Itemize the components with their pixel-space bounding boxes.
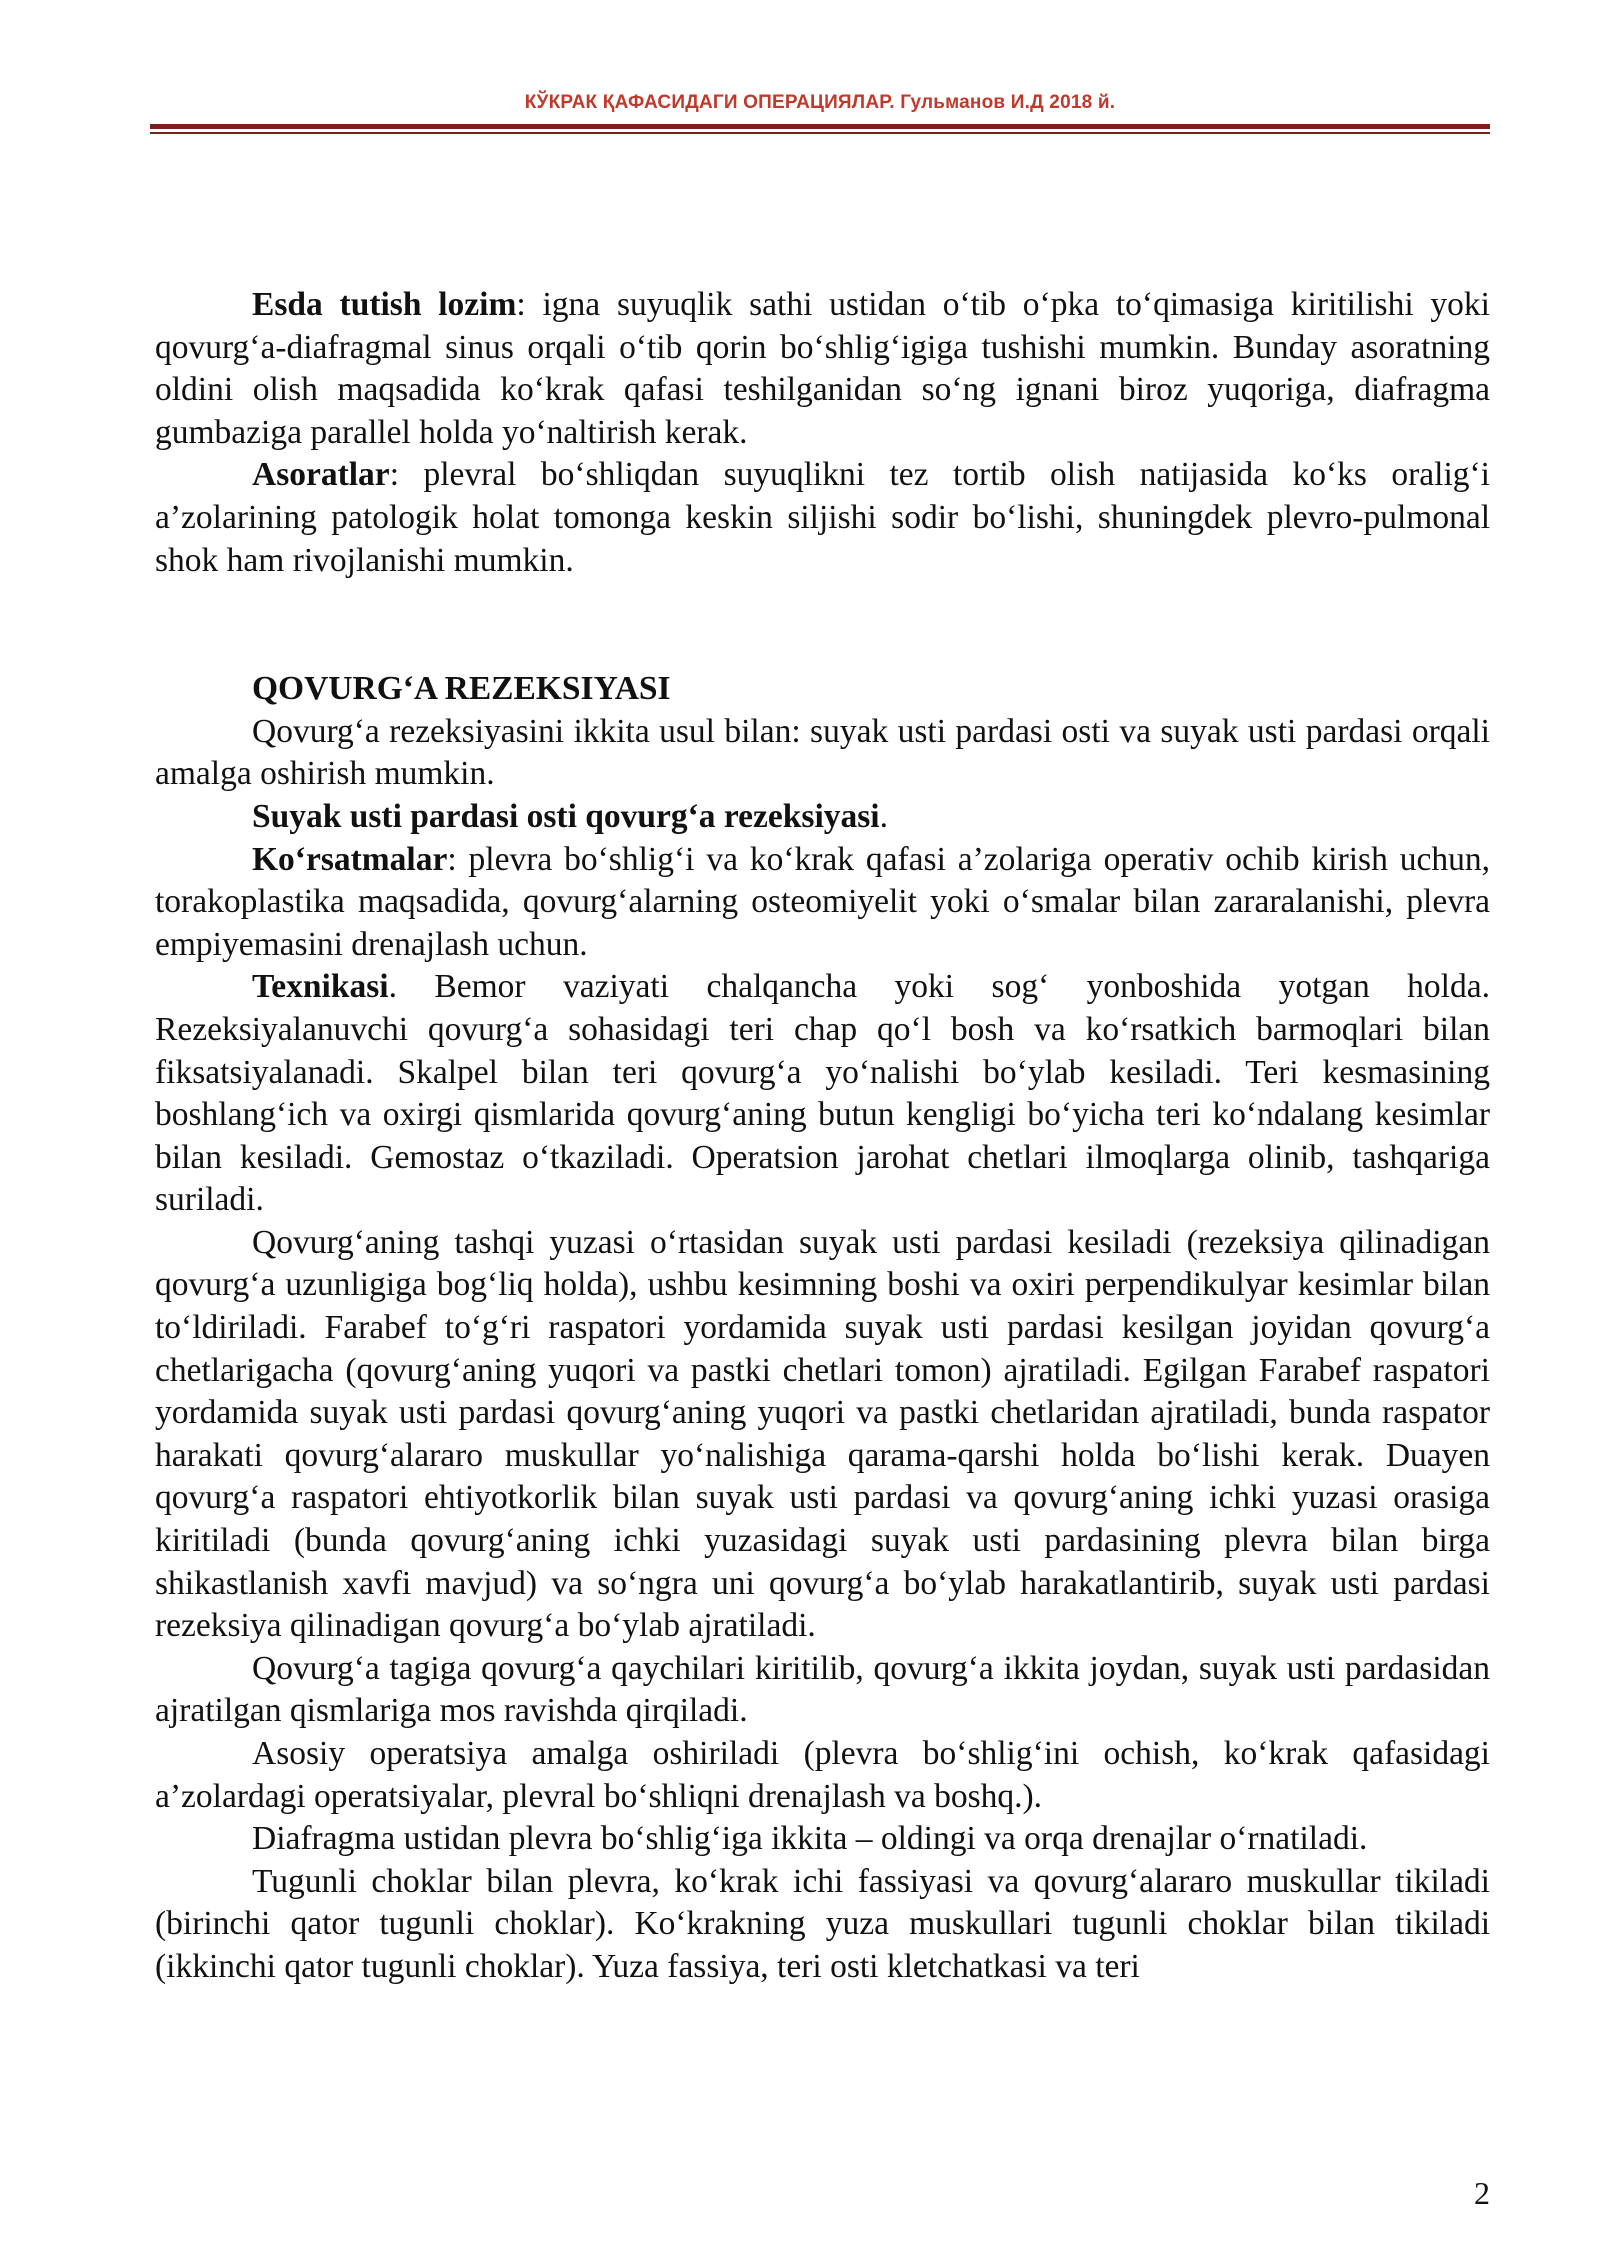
- subheading-paragraph: [155, 796, 1490, 839]
- paragraph-periosteum-cut: Qovurg‘aning tashqi yuzasi o‘rtasidan suyak usti pardasi kesiladi (rezeksiya qilinadigan qovurg‘a uzunligiga bog‘liq holda), ushbu kesimning boshi va oxiri perpendikulyar kesimlar bilan to‘ldiriladi. Farabef to‘g‘ri raspatori yordamida suyak usti pardasi kesilgan joyidan qovurg‘a chetlarigacha (qovurg‘aning yuqori va pastki chetlari tomon) ajratiladi. Egilgan Farabef raspatori yordamida suyak usti pardasi qovurg‘aning yuqori va pastki chetlaridan ajratiladi, bunda raspator harakati qovurg‘alararo muskullar yo‘nalishiga qarama-qarshi holda bo‘lishi kerak. Duayen qovurg‘a raspatori ehtiyotkorlik bilan suyak usti pardasi va qovurg‘aning ichki yuzasi orasiga kiritiladi (bunda qovurg‘aning ichki yuzasidagi suyak usti pardasining plevra bilan birga shikastlanish xavfi mavjud) va so‘ngra uni qovurg‘a bo‘ylab harakatlantirib, suyak usti pardasi rezeksiya qilinadigan qovurg‘a bo‘ylab ajratiladi.: [155, 1223, 1490, 1645]
- subheading-end: .: [879, 797, 888, 835]
- section-intro: Qovurg‘a rezeksiyasini ikkita usul bilan: suyak usti pardasi osti va suyak usti pardasi orqali amalga oshirish mumkin.: [155, 712, 1490, 793]
- paragraph-lead: Asoratlar: [252, 456, 390, 494]
- paragraph-text: : igna suyuqlik sathi ustidan o‘tib o‘pka to‘qimasiga kiritilishi yoki qovurg‘a-diafragmal sinus orqali o‘tib qorin bo‘shlig‘igiga tushishi mumkin. Bunday asoratning oldini olish maqsadida ko‘krak qafasi teshilganidan so‘ng ignani biroz yuqoriga, diafragma gumbaziga parallel holda yo‘naltirish kerak.: [155, 286, 1490, 451]
- paragraph-esda-tutish: [155, 284, 1490, 454]
- paragraph-main-operation: Asosiy operatsiya amalga oshiriladi (plevra bo‘shlig‘ini ochish, ko‘krak qafasidagi a’zolardagi operatsiyalar, plevral bo‘shliqni drenajlash va boshq.).: [155, 1735, 1490, 1815]
- paragraph-rib-cutting: Qovurg‘a tagiga qovurg‘a qaychilari kiritilib, qovurg‘a ikkita joydan, suyak usti pardasidan ajratilgan qismlariga mos ravishda qirqiladi.: [155, 1649, 1490, 1730]
- indications-label: Ko‘rsatmalar: [252, 840, 448, 878]
- page-number: 2: [1474, 2175, 1490, 2211]
- subheading: Suyak usti pardasi osti qovurg‘a rezeksiyasi: [252, 797, 880, 835]
- indications-text: : plevra bo‘shlig‘i va ko‘krak qafasi a’zolariga operativ ochib kirish uchun, torakoplastika maqsadida, qovurg‘alarning osteomiyelit yoki o‘smalar bilan zararalanishi, plevra empiyemasini drenajlash uchun.: [155, 840, 1490, 963]
- paragraph-text: : plevral bo‘shliqdan suyuqlikni tez tortib olish natijasida ko‘ks oralig‘i a’zolarining patologik holat tomonga keskin siljishi sodir bo‘lishi, shuningdek plevro-pulmonal shok ham rivojlanishi mumkin.: [155, 456, 1490, 579]
- technique-paragraph: [155, 966, 1490, 1222]
- body-text: [155, 284, 1490, 1989]
- header-rule-thick: [150, 124, 1490, 129]
- running-header: КЎКРАК ҚАФАСИДАГИ ОПЕРАЦИЯЛАР. Гульманов И.Д 2018 й.: [524, 92, 1116, 113]
- indications-paragraph: [155, 839, 1490, 967]
- paragraph-asoratlar: [155, 454, 1490, 582]
- paragraph-drains: Diafragma ustidan plevra bo‘shlig‘iga ikkita – oldingi va orqa drenajlar o‘rnatiladi.: [252, 1820, 1368, 1858]
- header-rule-thin: [150, 132, 1490, 134]
- paragraph-lead: Esda tutish lozim: [252, 286, 517, 323]
- technique-label: Texnikasi: [252, 968, 389, 1006]
- technique-text: . Bemor vaziyati chalqancha yoki sog‘ yonboshida yotgan holda. Rezeksiyalanuvchi qovurg‘a sohasidagi teri chap qo‘l bosh va ko‘rsatkich barmoqlari bilan fiksatsiyalanadi. Skalpel bilan teri qovurg‘a yo‘nalishi bo‘ylab kesiladi. Teri kesmasining boshlang‘ich va oxirgi qismlarida qovurg‘aning butun kengligi bo‘yicha teri ko‘ndalang kesimlar bilan kesiladi. Gemostaz o‘tkaziladi. Operatsion jarohat chetlari ilmoqlarga olinib, tashqariga suriladi.: [155, 968, 1490, 1219]
- paragraph-sutures: Tugunli choklar bilan plevra, ko‘krak ichi fassiyasi va qovurg‘alararo muskullar tikiladi (birinchi qator tugunli choklar). Ko‘krakning yuza muskullari tugunli choklar bilan tikiladi (ikkinchi qator tugunli choklar). Yuza fassiya, teri osti kletchatkasi va teri: [155, 1862, 1490, 1985]
- section-heading: QOVURG‘A REZEKSIYASI: [252, 670, 671, 708]
